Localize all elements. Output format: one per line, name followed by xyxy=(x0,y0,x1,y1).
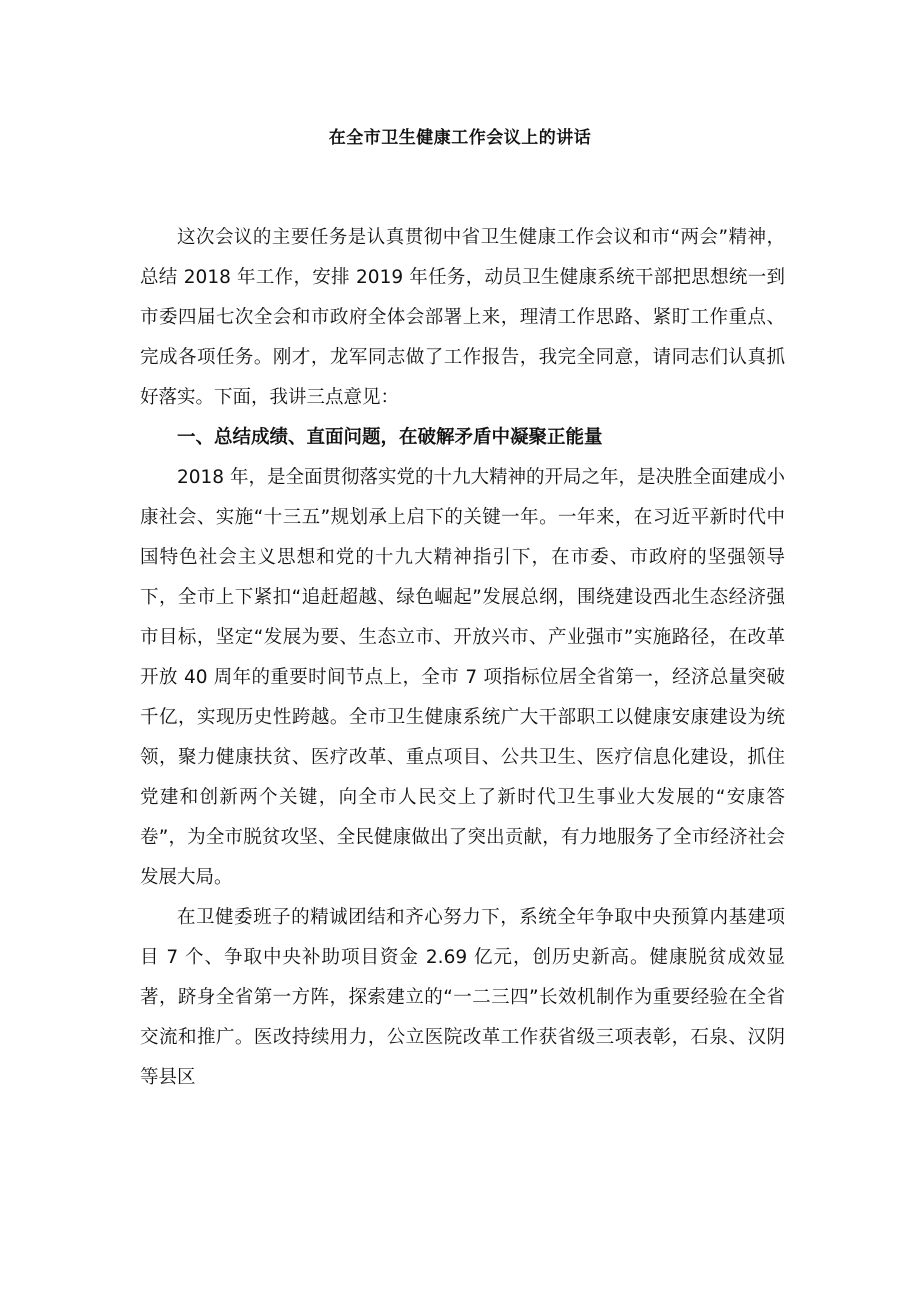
document-title: 在全市卫生健康工作会议上的讲话 xyxy=(328,128,592,148)
paragraph-intro: 这次会议的主要任务是认真贯彻中省卫生健康工作会议和市“两会”精神，总结 2018 年工作，安排 2019 年任务，动员卫生健康系统干部把思想统一到市委四届七次全会和市政府全体会部署上来，理清工作思路、紧盯工作重点、完成各项任务。刚才，龙军同志做了工作报告，我完全同意，请同志们认真抓好落实。下面，我讲三点意见： xyxy=(140,227,785,408)
paragraph-2018-review: 2018 年，是全面贯彻落实党的十九大精神的开局之年，是决胜全面建成小康社会、实施“十三五”规划承上启下的关键一年。一年来，在习近平新时代中国特色社会主义思想和党的十九大精神指引下，在市委、市政府的坚强领导下，全市上下紧扣“追赶超越、绿色崛起”发展总纲，围绕建设西北生态经济强市目标，坚定“发展为要、生态立市、开放兴市、产业强市”实施路径，在改革开放 40 周年的重要时间节点上，全市 7 项指标位居全省第一，经济总量突破千亿，实现历史性跨越。全市卫生健康系统广大干部职工以健康安康建设为统领，聚力健康扶贫、医疗改革、重点项目、公共卫生、医疗信息化建设，抓住党建和创新两个关键，向全市人民交上了新时代卫生事业大发展的“安康答卷”，为全市脱贫攻坚、全民健康做出了突出贡献，有力地服务了全市经济社会发展大局。 xyxy=(140,467,785,888)
section-heading-1: 一、总结成绩、直面问题，在破解矛盾中凝聚正能量 xyxy=(177,427,603,448)
paragraph-achievements: 在卫健委班子的精诚团结和齐心努力下，系统全年争取中央预算内基建项目 7 个、争取中央补助项目资金 2.69 亿元，创历史新高。健康脱贫成效显著，跻身全省第一方阵，探索建立的“一二三四”长效机制作为重要经验在全省交流和推广。医改持续用力，公立医院改革工作获省级三项表彰，石泉、汉阴等县区 xyxy=(140,907,785,1088)
document-body xyxy=(140,218,785,1098)
